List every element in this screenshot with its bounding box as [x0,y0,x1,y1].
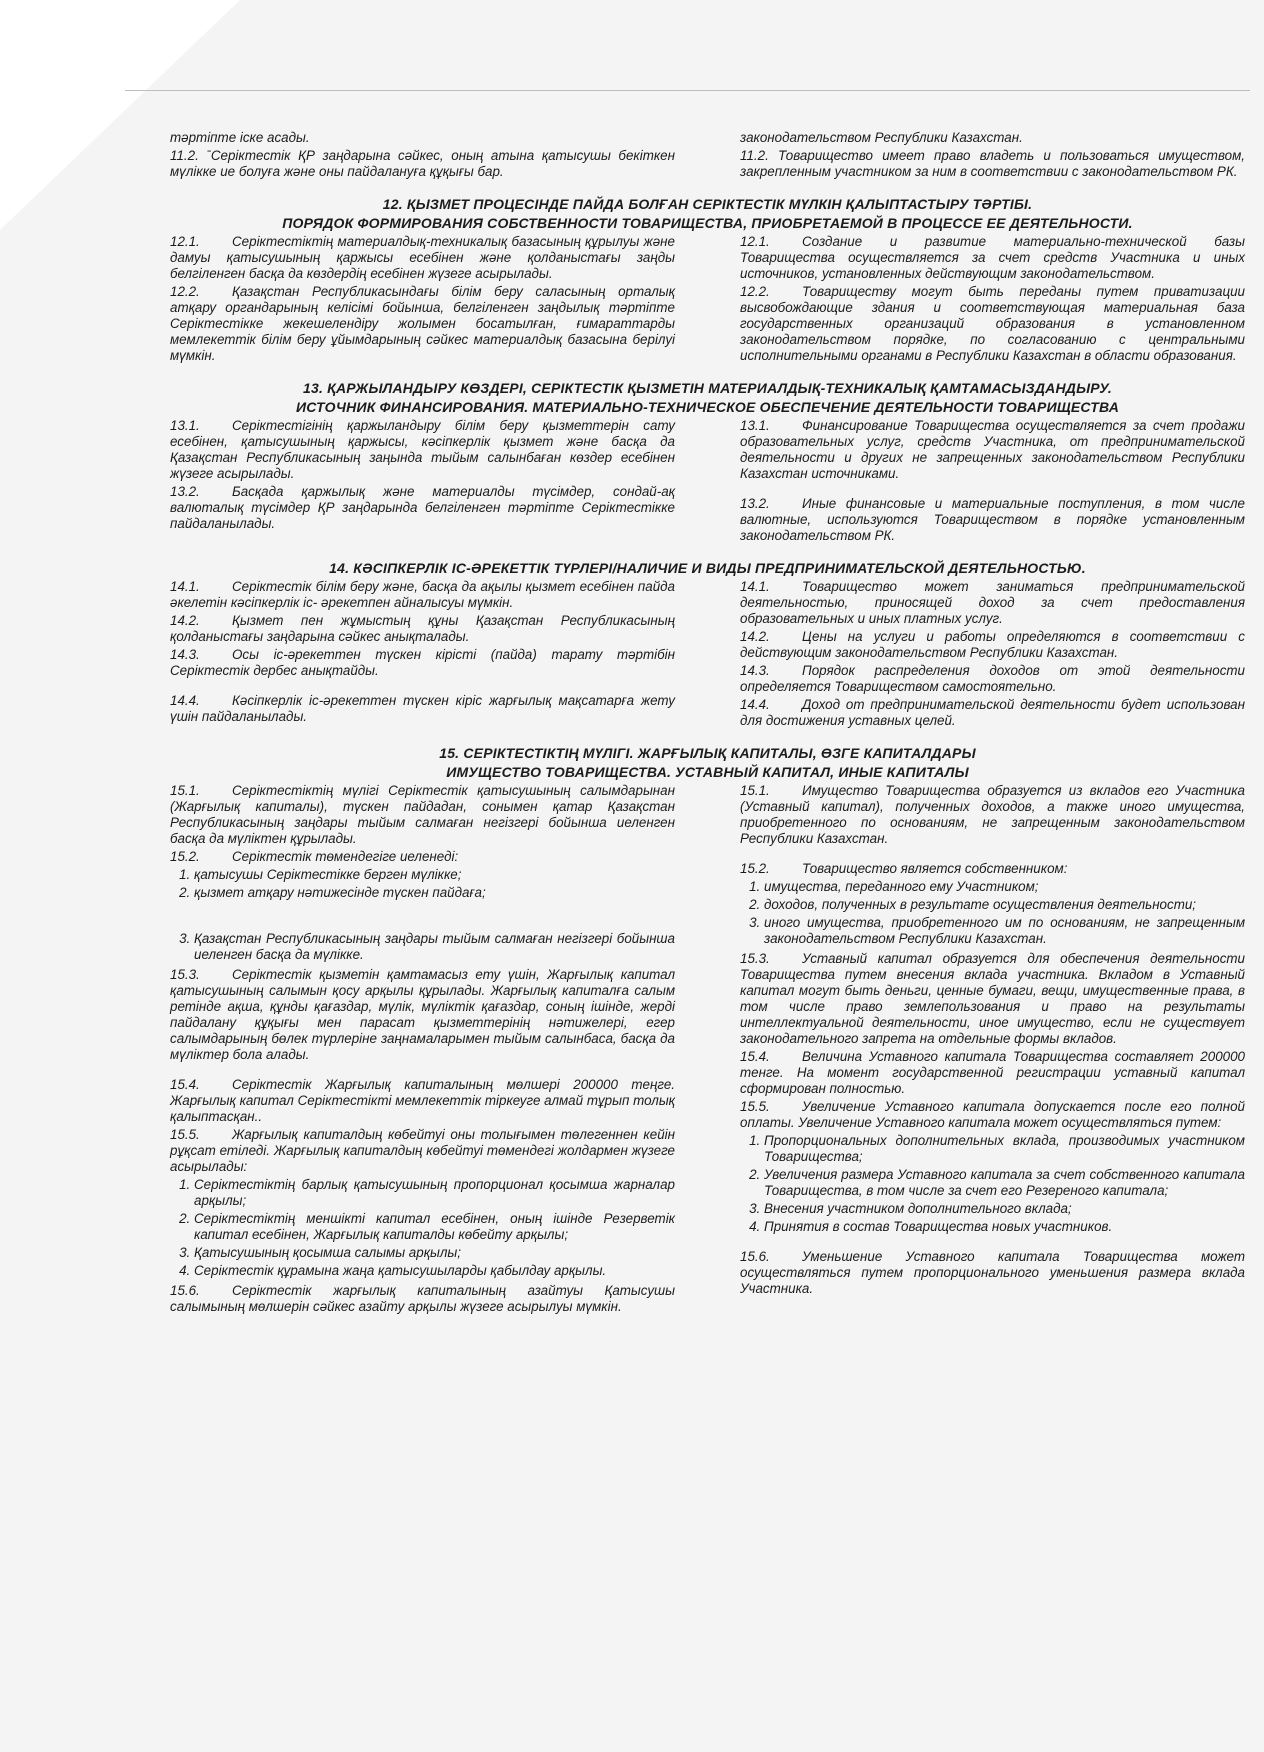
list-item: 4. Серіктестік құрамына жаңа қатысушыларды қабылдау арқылы. [194,1263,675,1279]
list-item: 2. доходов, полученных в результате осуществления деятельности; [764,897,1245,913]
section-15 [170,783,1245,1317]
list-item: 3. Внесения участником дополнительного вклада; [764,1201,1245,1217]
paragraph: 11.2. ˉСеріктестік ҚР заңдарына сәйкес, оның атына қатысушы бекіткен мүлікке ие болуға және оны пайдалануға құқығы бар. [170,148,675,179]
paragraph: 14.3. Осы іс-әрекеттен түскен кірісті (пайда) тарату тәртібін Серіктестік дербес анықтайды. [170,647,675,678]
paragraph: 15.2. Серіктестік төмендегіге иеленеді: [170,849,459,864]
column-kz [170,579,675,731]
list [740,879,1245,947]
paragraph: 14.2. Қызмет пен жұмыстың құны Қазақстан Республикасының қолданыстағы заңдарына сәйкес анықталады. [170,613,675,644]
list-item: 1. имущества, переданного ему Участником; [764,879,1245,895]
paragraph: 15.4. Величина Уставного капитала Товарищества составляет 200000 тенге. На момент государственной регистрации уставный капитал сформирован полностью. [740,1049,1245,1096]
paragraph: 14.3. Порядок распределения доходов от этой деятельности определяется Товариществом самостоятельно. [740,663,1245,694]
paragraph: 12.1. Создание и развитие материально-технической базы Товарищества осуществляется за счет средств Участника и иных источников, установленных действующим законодательством. [740,234,1245,281]
paragraph: 15.6. Уменьшение Уставного капитала Товарищества может осуществляться путем пропорционального уменьшения размера вклада Участника. [740,1249,1245,1296]
paragraph: 14.1. Товарищество может заниматься предпринимательской деятельностью, приносящей доход за счет предоставления образовательных и иных платных услуг. [740,579,1245,626]
paragraph: 14.4. Доход от предпринимательской деятельности будет использован для достижения уставных целей. [740,697,1245,728]
paragraph: 14.2. Цены на услуги и работы определяются в соответствии с действующим законодательством Республики Казахстан. [740,629,1245,660]
section-13-title-ru: ИСТОЧНИК ФИНАНСИРОВАНИЯ. МАТЕРИАЛЬНО-ТЕХНИЧЕСКОЕ ОБЕСПЕЧЕНИЕ ДЕЯТЕЛЬНОСТИ ТОВАРИЩЕСТВА [295,399,1120,415]
paragraph: тәртіпте іске асады. [170,130,310,145]
paragraph: 11.2. Товарищество имеет право владеть и пользоваться имуществом, закрепленным участником за ним в соответствии с законодательством РК. [740,148,1245,179]
paragraph: 12.2. Қазақстан Республикасындағы білім беру саласының орталық атқару органдарының келісімі бойынша, белгіленген заңдылық тәртіпте Серіктестікке жекешелендіру жолымен босатылған, ғимараттарды мемлекеттік білім беру ұйымдарының сәйкес материалдық базасына берілуі мүмкін. [170,284,675,363]
charter-document [170,130,1245,1317]
section-14 [170,579,1245,731]
section-13-title-kz: 13. ҚАРЖЫЛАНДЫРУ КӨЗДЕРІ, СЕРІКТЕСТІК ҚЫЗМЕТІН МАТЕРИАЛДЫҚ-ТЕХНИКАЛЫҚ ҚАМТАМАСЫЗДАНДЫРУ. [302,380,1113,396]
list-item: 2. Серіктестіктің меншікті капитал есебінен, оның ішінде Резерветік капитал есебінен, Жарғылық капиталды көбейту арқылы; [194,1211,675,1243]
paragraph: законодательством Республики Казахстан. [740,130,1023,145]
paragraph: 15.4. Серіктестік Жарғылық капиталының мөлшері 200000 теңге. Жарғылық капитал Серіктестікті мемлекеттік тіркеуге алмай тұрып толық қалыптасқан.. [170,1077,675,1124]
paragraph: 13.2. Иные финансовые и материальные поступления, в том числе валютные, используются Товариществом в порядке установленным законодательством РК. [740,496,1245,543]
section-15-title-kz: 15. СЕРІКТЕСТІКТІҢ МҮЛІГІ. ЖАРҒЫЛЫҚ КАПИТАЛЫ, ӨЗГЕ КАПИТАЛДАРЫ [439,745,976,761]
paragraph: 12.2. Товариществу могут быть переданы путем приватизации высвобождающие здания и соответствующая материальная база государственных организаций образования в установленном законодательством порядке, по согласованию с центральными исполнительными органами в Республики Казахстан в области образования. [740,284,1245,363]
list-item: 1. қатысушы Серіктестікке берген мүлікке; [194,867,675,883]
section-13 [170,418,1245,546]
paragraph: 15.3. Серіктестік қызметін қамтамасыз ету үшін, Жарғылық капитал қатысушының салымын қосу арқылы құрылады. Жарғылық капиталға салым ретінде ақша, құнды қағаздар, мүлік, мүліктік қағаздар, соның ішінде, жерді пайдалану құқығы мен парасат қызметтерінің нәтижелері, егер салымдарының бөлек түрлеріне заңнамаларымен тыйым салынбаса, басқа да мүліктер бола алады. [170,967,675,1062]
list-item: 3. Қазақстан Республикасының заңдары тыйым салмаған негізгері бойынша иеленген басқа да мүлікке. [194,931,675,963]
list-item: 1. Пропорциональных дополнительных вклада, производимых участником Товарищества; [764,1133,1245,1165]
column-ru [740,234,1245,366]
list-item: 4. Принятия в состав Товарищества новых участников. [764,1219,1245,1235]
list-item: 1. Серіктестіктің барлық қатысушының пропорционал қосымша жарналар арқылы; [194,1177,675,1209]
section-15-title-ru: ИМУЩЕСТВО ТОВАРИЩЕСТВА. УСТАВНЫЙ КАПИТАЛ, ИНЫЕ КАПИТАЛЫ [446,764,969,780]
paragraph: 13.1. Серіктестігінің қаржыландыру білім беру қызметтерін сату есебінен, қатысушының қаржысы, кәсіпкерлік қызмет және басқа да Қазақстан Республикасының заңында тыйым салынбаған көздер есебінен жүзеге асырылады. [170,418,675,481]
list-item: 3. Қатысушының қосымша салымы арқылы; [194,1245,675,1261]
paragraph: 15.1. Имущество Товарищества образуется из вкладов его Участника (Уставный капитал), полученных доходов, а также иного имущества, приобретенного по основаниям, не запрещенным законодательством Республики Казахстан. [740,783,1245,846]
paragraph: 12.1. Серіктестіктің материалдық-техникалық базасының құрылуы және дамуы қатысушының қаржысы есебінен және қолданыстағы заңды белгіленген басқа да көздердің есебінен жүзеге асырылады. [170,234,675,281]
list [740,1133,1245,1235]
paragraph: 15.5. Увеличение Уставного капитала допускается после его полной оплаты. Увеличение Уставного капитала может осуществляться путем: [740,1099,1245,1130]
scan-edge-line [125,90,1250,91]
paragraph: 15.3. Уставный капитал образуется для обеспечения деятельности Товарищества путем внесения вклада участника. Вкладом в Уставный капитал могут быть деньги, ценные бумаги, вещи, имущественные права, в том числе право землепользования и право на результаты интеллектуальной деятельности, иное имущество, если не существует законодательного запрета на отдельные формы вкладов. [740,951,1245,1046]
column-ru [740,579,1245,731]
list [170,1177,675,1279]
paragraph: 15.5. Жарғылық капиталдың көбейтуі оны толығымен төлегеннен кейін рұқсат етіледі. Жарғылық капиталдың көбейтуі төмендегі жолдармен жүзеге асырылады: [170,1127,675,1174]
list-item: 3. иного имущества, приобретенного им по основаниям, не запрещенным законодательством Республики Казахстан. [764,915,1245,947]
column-kz [170,130,675,182]
column-ru [740,418,1245,546]
column-kz [170,234,675,366]
list-item: 2. қызмет атқару нәтижесінде түскен пайдаға; [194,885,675,901]
paragraph: 15.1. Серіктестіктің мүлігі Серіктестік қатысушының салымдарынан (Жарғылық капиталы), түскен пайдадан, сонымен қатар Қазақстан Республикасының заңдары тыйым салмаған негізгері бойынша иеленген басқа да мүліктен құрылады. [170,783,675,846]
section-12-title-kz: 12. ҚЫЗМЕТ ПРОЦЕСІНДЕ ПАЙДА БОЛҒАН СЕРІКТЕСТІК МҮЛКІН ҚАЛЫПТАСТЫРУ ТӘРТІБІ. [382,196,1033,212]
column-ru [740,130,1245,182]
paragraph: 13.2. Басқада қаржылық және материалды түсімдер, сондай-ақ валюталық түсімдер ҚР заңдарында белгіленген тәртіпте Серіктестікке пайдаланылады. [170,484,675,531]
paragraph: 14.1. Серіктестік білім беру және, басқа да ақылы қызмет есебінен пайда әкелетін кәсіпкерлік іс- әрекетпен айналысуы мүмкін. [170,579,675,610]
paragraph: 13.1. Финансирование Товарищества осуществляется за счет продажи образовательных услуг, средств Участника, от предпринимательской деятельности и других не запрещенных законодательством Республики Казахстан источниками. [740,418,1245,481]
section-12 [170,234,1245,366]
paragraph: 15.2. Товарищество является собственником: [740,861,1068,876]
section-11-tail [170,130,1245,182]
section-14-title: 14. КӘСІПКЕРЛІК ІС-ӘРЕКЕТТІК ТҮРЛЕРІ/НАЛИЧИЕ И ВИДЫ ПРЕДПРИНИМАТЕЛЬСКОЙ ДЕЯТЕЛЬНОСТЬЮ. [329,560,1086,576]
column-kz [170,418,675,546]
column-ru [740,783,1245,1317]
list-item: 2. Увеличения размера Уставного капитала за счет собственного капитала Товарищества, в том числе за счет его Резереного капитала; [764,1167,1245,1199]
list [170,867,675,963]
column-kz [170,783,675,1317]
section-12-title-ru: ПОРЯДОК ФОРМИРОВАНИЯ СОБСТВЕННОСТИ ТОВАРИЩЕСТВА, ПРИОБРЕТАЕМОЙ В ПРОЦЕССЕ ЕЕ ДЕЯТЕЛЬНОСТИ. [282,215,1133,231]
paragraph: 15.6. Серіктестік жарғылық капиталының азайтуы Қатысушы салымының мөлшерін сәйкес азайту арқылы жүзеге асырылуы мүмкін. [170,1283,675,1314]
paragraph: 14.4. Кәсіпкерлік іс-әрекеттен түскен кіріс жарғылық мақсатарға жету үшін пайдаланылады. [170,693,675,724]
